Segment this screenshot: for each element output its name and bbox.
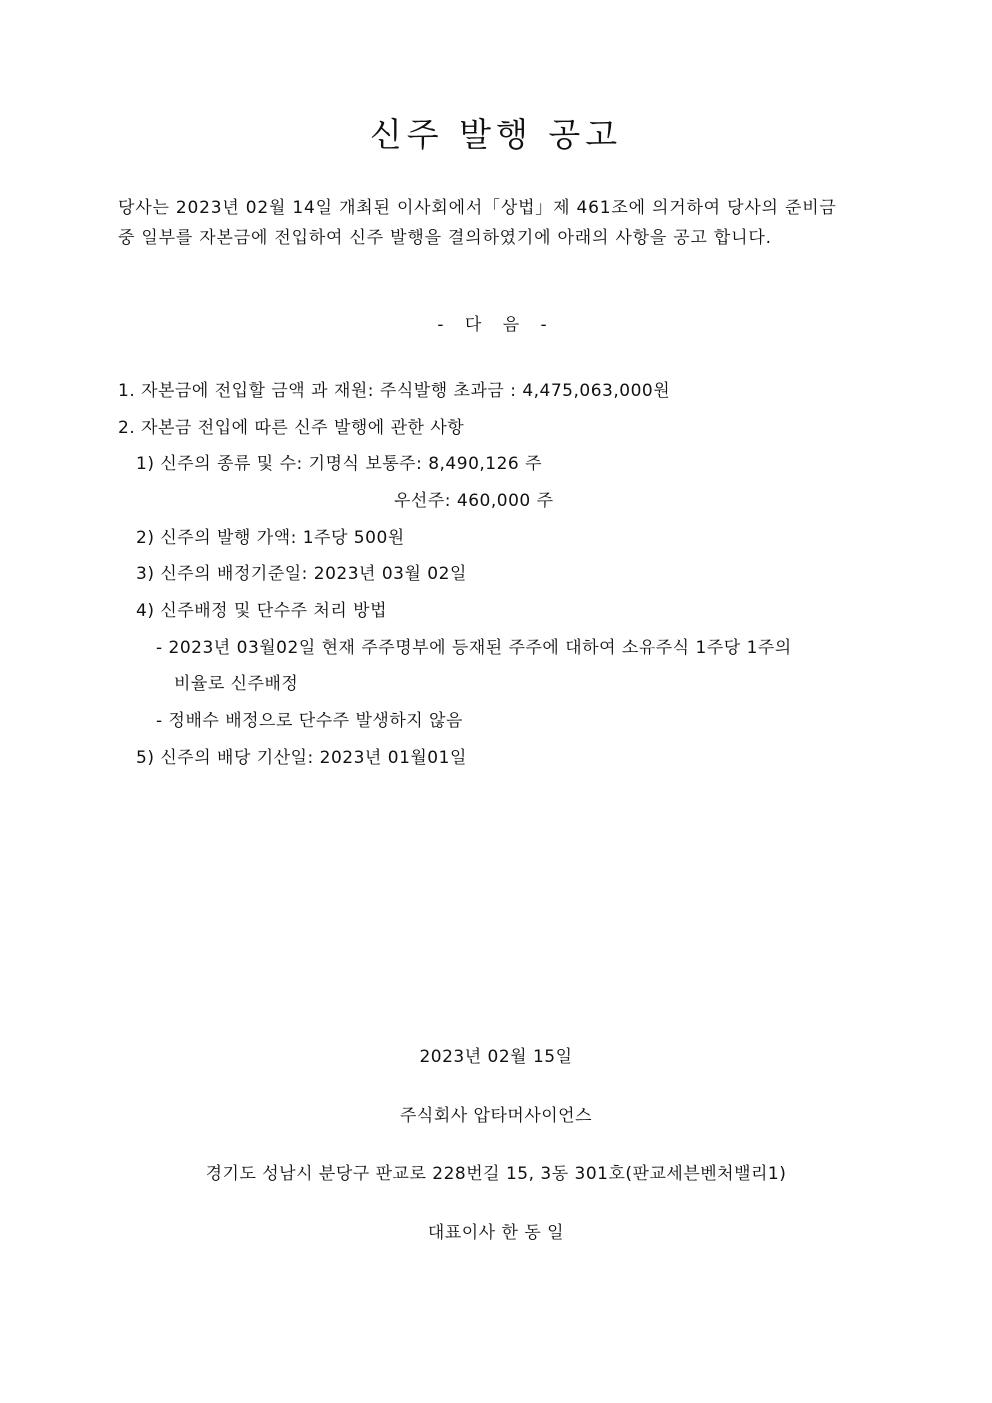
sub-item-3: 3) 신주의 배정기준일: 2023년 03월 02일 [136, 564, 467, 584]
sub-item-4-detail-1-continued: 비율로 신주배정 [174, 674, 299, 694]
intro-line-2: 중 일부를 자본금에 전입하여 신주 발행을 결의하였기에 아래의 사항을 공고 합니다. [118, 228, 772, 248]
sub-item-5: 5) 신주의 배당 기산일: 2023년 01월01일 [136, 748, 467, 768]
company-address: 경기도 성남시 분당구 판교로 228번길 15, 3동 301호(판교세븐벤처밸리1) [205, 1164, 787, 1184]
intro-line-1: 당사는 2023년 02월 14일 개최된 이사회에서「상법」제 461조에 의거하여 당사의 준비금 [118, 198, 837, 218]
sub-item-1-continued: 우선주: 460,000 주 [394, 491, 554, 511]
notice-date: 2023년 02월 15일 [419, 1047, 573, 1067]
sub-item-1: 1) 신주의 종류 및 수: 기명식 보통주: 8,490,126 주 [136, 454, 543, 474]
sub-item-4-detail-1: - 2023년 03월02일 현재 주주명부에 등재된 주주에 대하여 소유주식 1주당 1주의 [156, 638, 792, 658]
company-name: 주식회사 압타머사이언스 [399, 1106, 593, 1126]
document-title: 신주 발행 공고 [369, 115, 623, 154]
sub-item-4-detail-2: - 정배수 배정으로 단수주 발생하지 않음 [156, 711, 463, 731]
sub-item-2: 2) 신주의 발행 가액: 1주당 500원 [136, 528, 405, 548]
list-item-1: 1. 자본금에 전입할 금액 과 재원: 주식발행 초과금 : 4,475,063,000원 [118, 381, 671, 401]
ceo-name: 대표이사 한 동 일 [427, 1223, 565, 1243]
section-heading: - 다 음 - [437, 315, 555, 335]
sub-item-4: 4) 신주배정 및 단수주 처리 방법 [136, 601, 388, 621]
list-item-2: 2. 자본금 전입에 따른 신주 발행에 관한 사항 [118, 418, 465, 438]
